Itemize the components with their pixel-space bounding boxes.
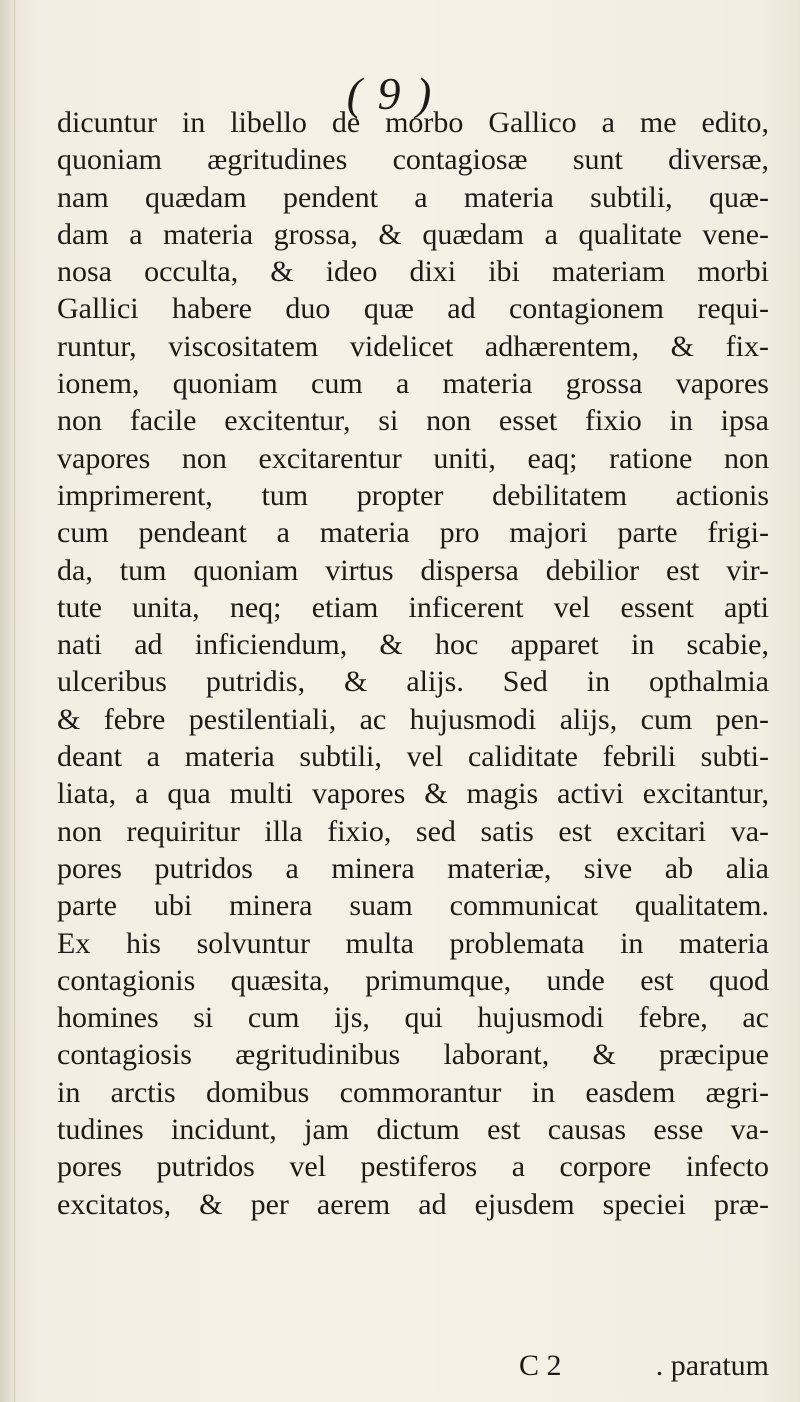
text-line: runtur, viscositatem videlicet adhærentem, & fix- <box>57 329 769 363</box>
text-line: & febre pestilentiali, ac hujusmodi alijs, cum pen- <box>57 702 769 736</box>
text-line: imprimerent, tum propter debilitatem actionis <box>57 478 769 512</box>
page-footer <box>57 1346 769 1386</box>
text-line: non requiritur illa fixio, sed satis est excitari va- <box>57 814 769 848</box>
text-line: liata, a qua multi vapores & magis activi excitantur, <box>57 777 769 811</box>
body-text <box>57 104 769 1223</box>
text-line: contagiosis ægritudinibus laborant, & præcipue <box>57 1038 769 1072</box>
text-line: ionem, quoniam cum a materia grossa vapores <box>57 367 769 401</box>
text-line: pores putridos vel pestiferos a corpore infecto <box>57 1150 769 1184</box>
text-line: non facile excitentur, si non esset fixio in ipsa <box>57 404 769 438</box>
text-line: nosa occulta, & ideo dixi ibi materiam morbi <box>57 255 769 289</box>
signature-mark: C 2 <box>519 1349 562 1382</box>
text-line: parte ubi minera suam communicat qualitatem. <box>57 889 769 923</box>
text-line: nam quædam pendent a materia subtili, quæ- <box>57 180 769 214</box>
text-line: dicuntur in libello de morbo Gallico a me edito, <box>57 106 769 139</box>
text-line: quoniam ægritudines contagiosæ sunt diversæ, <box>57 143 769 177</box>
text-line: Ex his solvuntur multa problemata in materia <box>57 926 769 960</box>
text-line: deant a materia subtili, vel caliditate febrili subti- <box>57 740 769 774</box>
text-line: excitatos, & per aerem ad ejusdem speciei præ- <box>57 1187 769 1221</box>
text-line: cum pendeant a materia pro majori parte frigi- <box>57 516 769 550</box>
text-line: ulceribus putridis, & alijs. Sed in opthalmia <box>57 665 769 699</box>
page-number: ( 9 ) <box>346 68 434 119</box>
catchword: . paratum <box>655 1349 769 1382</box>
text-line: in arctis domibus commorantur in easdem ægri- <box>57 1075 769 1109</box>
text-line: tudines incidunt, jam dictum est causas esse va- <box>57 1113 769 1147</box>
text-line: dam a materia grossa, & quædam a qualitate vene- <box>57 217 769 251</box>
text-line: tute unita, neq; etiam inficerent vel essent apti <box>57 590 769 624</box>
text-line: vapores non excitarentur uniti, eaq; ratione non <box>57 441 769 475</box>
text-line: contagionis quæsita, primumque, unde est quod <box>57 963 769 997</box>
text-line: Gallici habere duo quæ ad contagionem requi- <box>57 292 769 326</box>
text-line: pores putridos a minera materiæ, sive ab alia <box>57 851 769 885</box>
text-line: homines si cum ijs, qui hujusmodi febre, ac <box>57 1001 769 1035</box>
text-line: nati ad inficiendum, & hoc apparet in scabie, <box>57 628 769 662</box>
text-line: da, tum quoniam virtus dispersa debilior est vir- <box>57 553 769 587</box>
binding-edge <box>0 0 15 1402</box>
